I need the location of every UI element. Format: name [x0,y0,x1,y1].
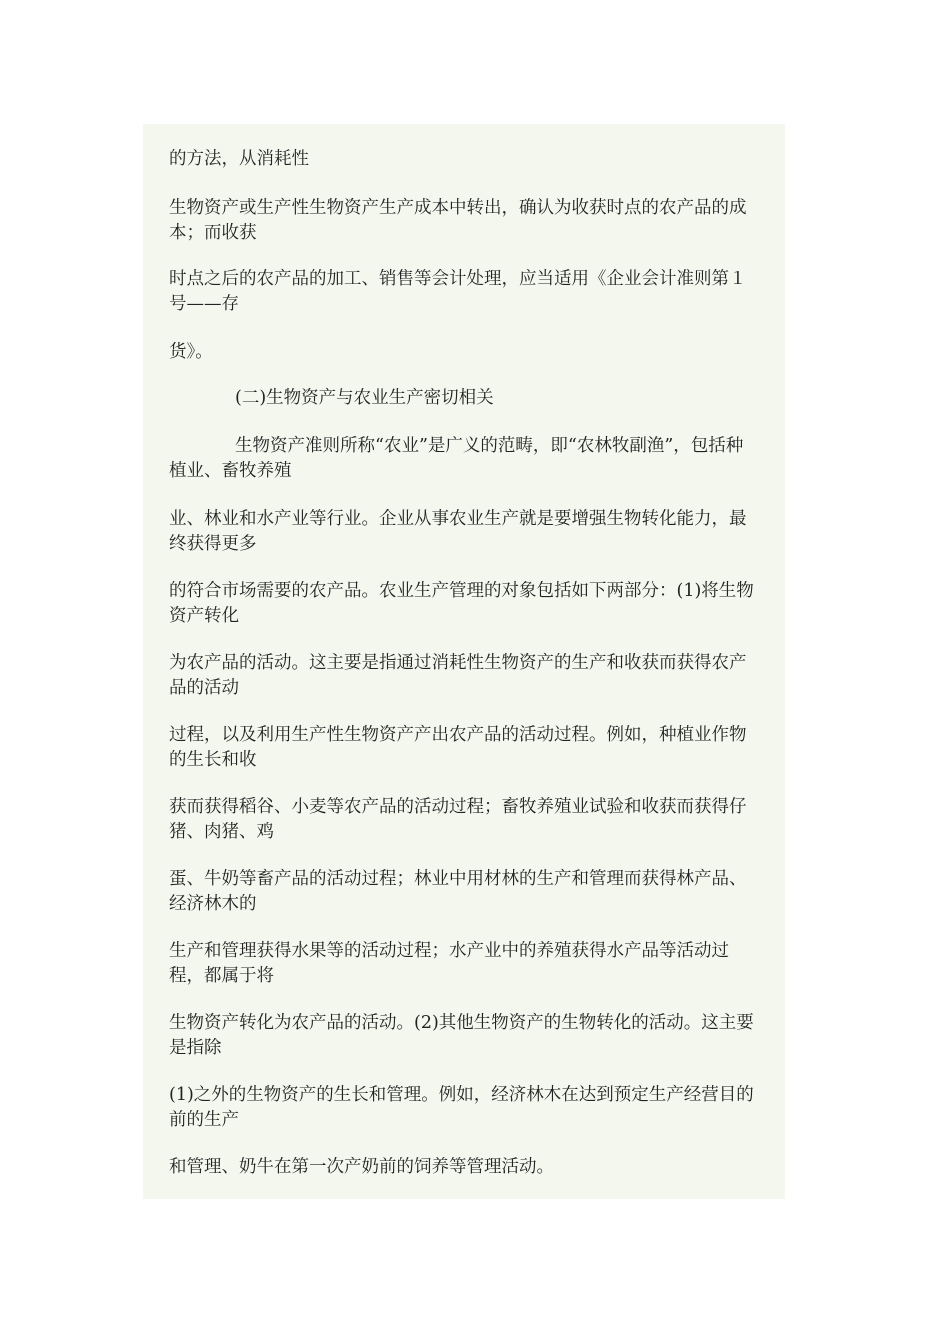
paragraph-1: 的方法，从消耗性 [169,149,309,169]
paragraph-11: 蛋、牛奶等畜产品的活动过程；林业中用材林的生产和管理而获得林产品、经济林木的 [169,869,747,914]
paragraph-9: 过程，以及利用生产性生物资产产出农产品的活动过程。例如，种植业作物的生长和收 [169,725,747,770]
paragraph-10: 获而获得稻谷、小麦等农产品的活动过程；畜牧养殖业试验和收获而获得仔猪、肉猪、鸡 [169,797,747,842]
paragraph-7: 的符合市场需要的农产品。农业生产管理的对象包括如下两部分：(1)将生物资产转化 [169,581,754,626]
paragraph-8: 为农产品的活动。这主要是指通过消耗性生物资产的生产和收获而获得农产品的活动 [169,653,747,698]
paragraph-5: 生物资产准则所称“农业”是广义的范畴，即“农林牧副渔”，包括种植业、畜牧养殖 [169,436,744,481]
document-content-box [143,124,785,1199]
paragraph-12: 生产和管理获得水果等的活动过程；水产业中的养殖获得水产品等活动过程，都属于将 [169,941,729,986]
paragraph-13: 生物资产转化为农产品的活动。(2)其他生物资产的生物转化的活动。这主要是指除 [169,1013,754,1058]
section-heading: (二)生物资产与农业生产密切相关 [235,388,494,408]
paragraph-3: 时点之后的农产品的加工、销售等会计处理，应当适用《企业会计准则第１号——存 [169,269,747,314]
paragraph-4: 货》。 [169,342,213,362]
paragraph-14: (1)之外的生物资产的生长和管理。例如，经济林木在达到预定生产经营目的前的生产 [169,1085,754,1130]
paragraph-6: 业、林业和水产业等行业。企业从事农业生产就是要增强生物转化能力，最终获得更多 [169,509,747,554]
paragraph-2: 生物资产或生产性生物资产生产成本中转出，确认为收获时点的农产品的成本；而收获 [169,198,747,243]
paragraph-15: 和管理、奶牛在第一次产奶前的饲养等管理活动。 [169,1157,554,1177]
